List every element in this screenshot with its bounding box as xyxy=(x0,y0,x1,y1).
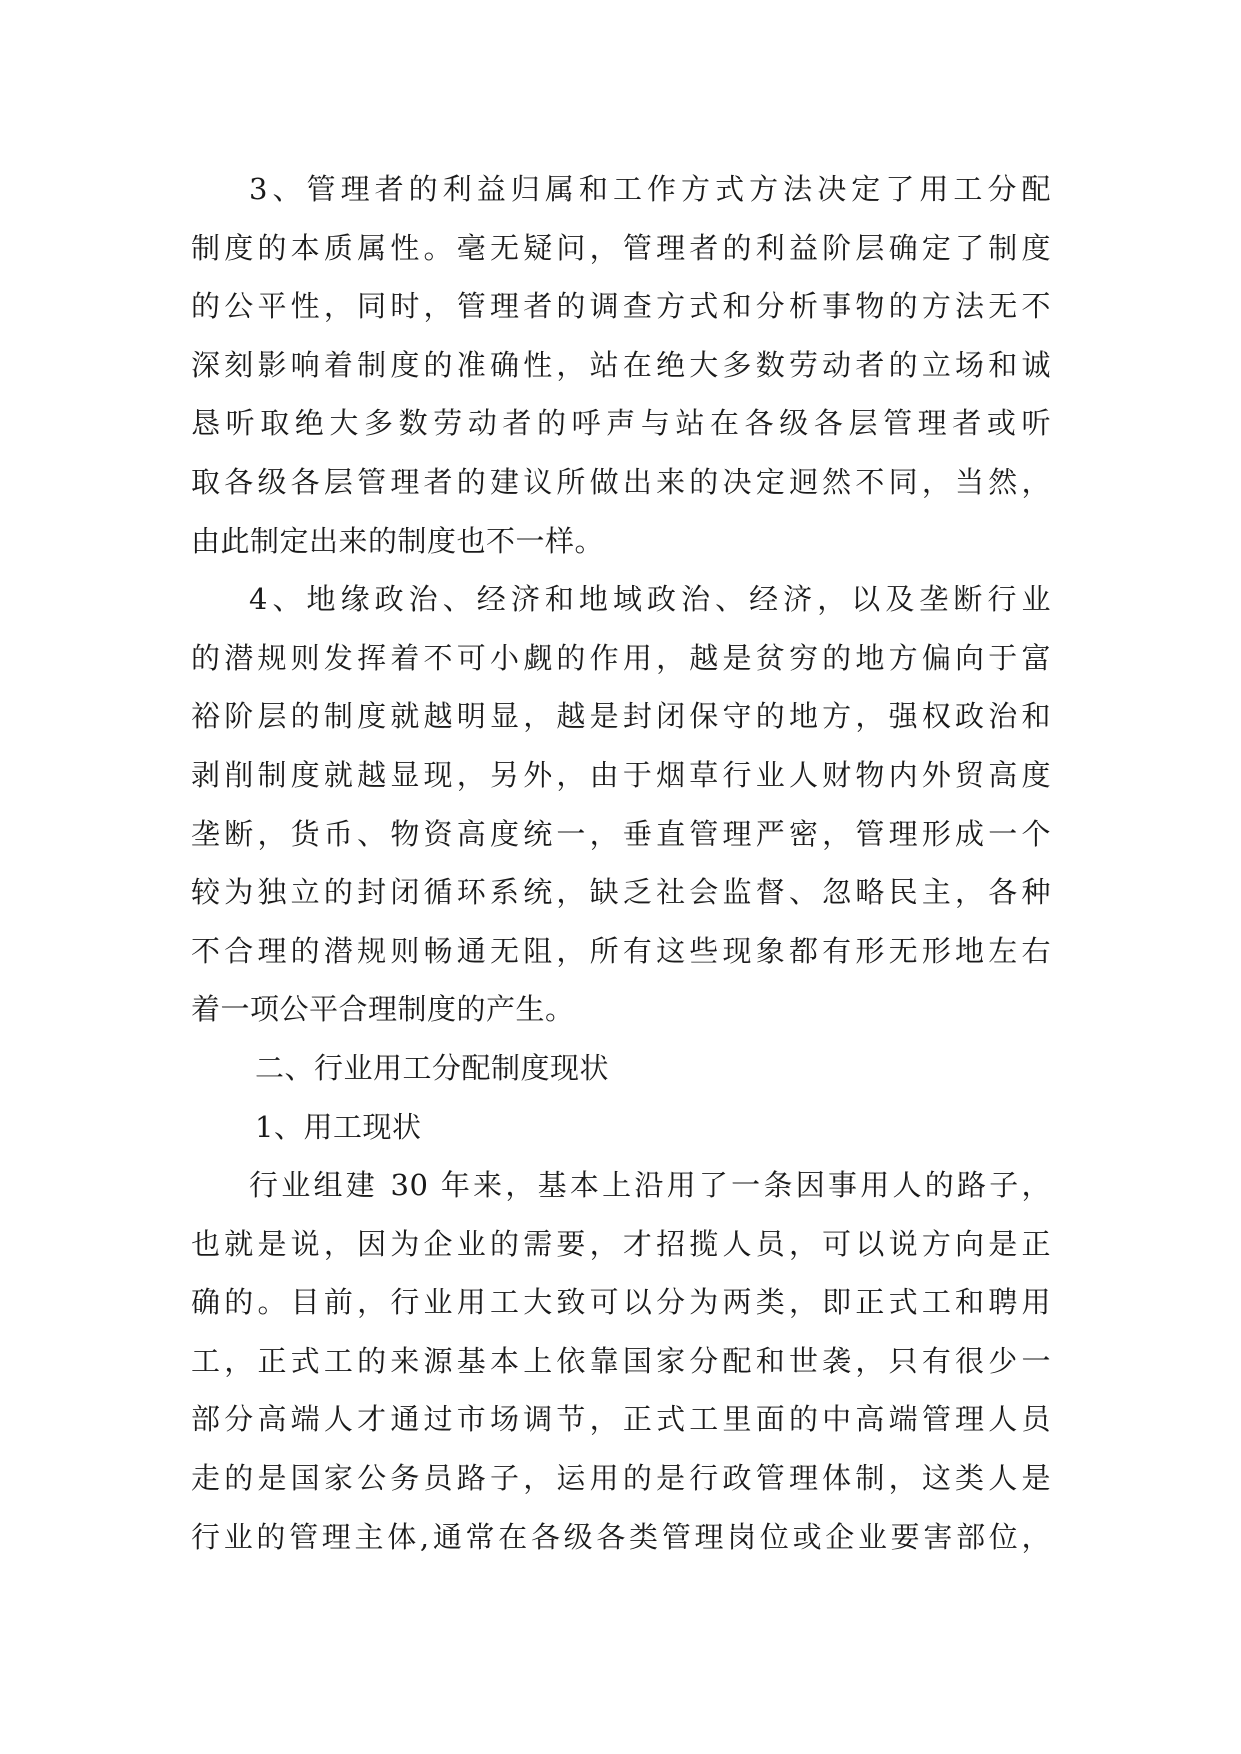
text-line: 也就是说，因为企业的需要，才招揽人员，可以说方向是正 xyxy=(191,1226,1051,1261)
text-line: 确的。目前，行业用工大致可以分为两类，即正式工和聘用 xyxy=(191,1285,1051,1320)
text-line: 取各级各层管理者的建议所做出来的决定迥然不同，当然， xyxy=(191,464,1051,499)
text-line: 裕阶层的制度就越明显，越是封闭保守的地方，强权政治和 xyxy=(191,699,1051,734)
paragraph-4 xyxy=(191,570,1051,1039)
document-page xyxy=(191,160,1051,1566)
section-heading: 二、行业用工分配制度现状 xyxy=(255,1050,610,1085)
text-line: 的公平性，同时，管理者的调查方式和分析事物的方法无不 xyxy=(191,289,1051,324)
text-line: 较为独立的封闭循环系统，缺乏社会监督、忽略民主，各种 xyxy=(191,875,1051,910)
text-line: 制度的本质属性。毫无疑问，管理者的利益阶层确定了制度 xyxy=(191,230,1051,265)
text-line: 的潜规则发挥着不可小觑的作用，越是贫穷的地方偏向于富 xyxy=(191,640,1051,675)
paragraph-final xyxy=(191,1156,1051,1566)
text-line: 不合理的潜规则畅通无阻，所有这些现象都有形无形地左右 xyxy=(191,933,1051,968)
text-line: 行业的管理主体,通常在各级各类管理岗位或企业要害部位， xyxy=(191,1519,1051,1554)
subsection-heading: 1、用工现状 xyxy=(255,1109,422,1144)
text-line: 工，正式工的来源基本上依靠国家分配和世袭，只有很少一 xyxy=(191,1343,1051,1378)
text-line: 由此制定出来的制度也不一样。 xyxy=(191,523,605,558)
text-line: 垄断，货币、物资高度统一，垂直管理严密，管理形成一个 xyxy=(191,816,1051,851)
text-line: 深刻影响着制度的准确性，站在绝大多数劳动者的立场和诚 xyxy=(191,347,1051,382)
text-line: 着一项公平合理制度的产生。 xyxy=(191,992,575,1027)
text-line: 剥削制度就越显现，另外，由于烟草行业人财物内外贸高度 xyxy=(191,757,1051,792)
text-line: 恳听取绝大多数劳动者的呼声与站在各级各层管理者或听 xyxy=(191,406,1051,441)
text-line: 行业组建 30 年来，基本上沿用了一条因事用人的路子， xyxy=(249,1168,1051,1203)
text-line: 3、管理者的利益归属和工作方式方法决定了用工分配 xyxy=(249,172,1051,206)
text-line: 部分高端人才通过市场调节，正式工里面的中高端管理人员 xyxy=(191,1402,1051,1437)
text-line: 走的是国家公务员路子，运用的是行政管理体制，这类人是 xyxy=(191,1461,1051,1496)
paragraph-3 xyxy=(191,160,1051,570)
text-line: 4、地缘政治、经济和地域政治、经济，以及垄断行业 xyxy=(249,582,1051,617)
